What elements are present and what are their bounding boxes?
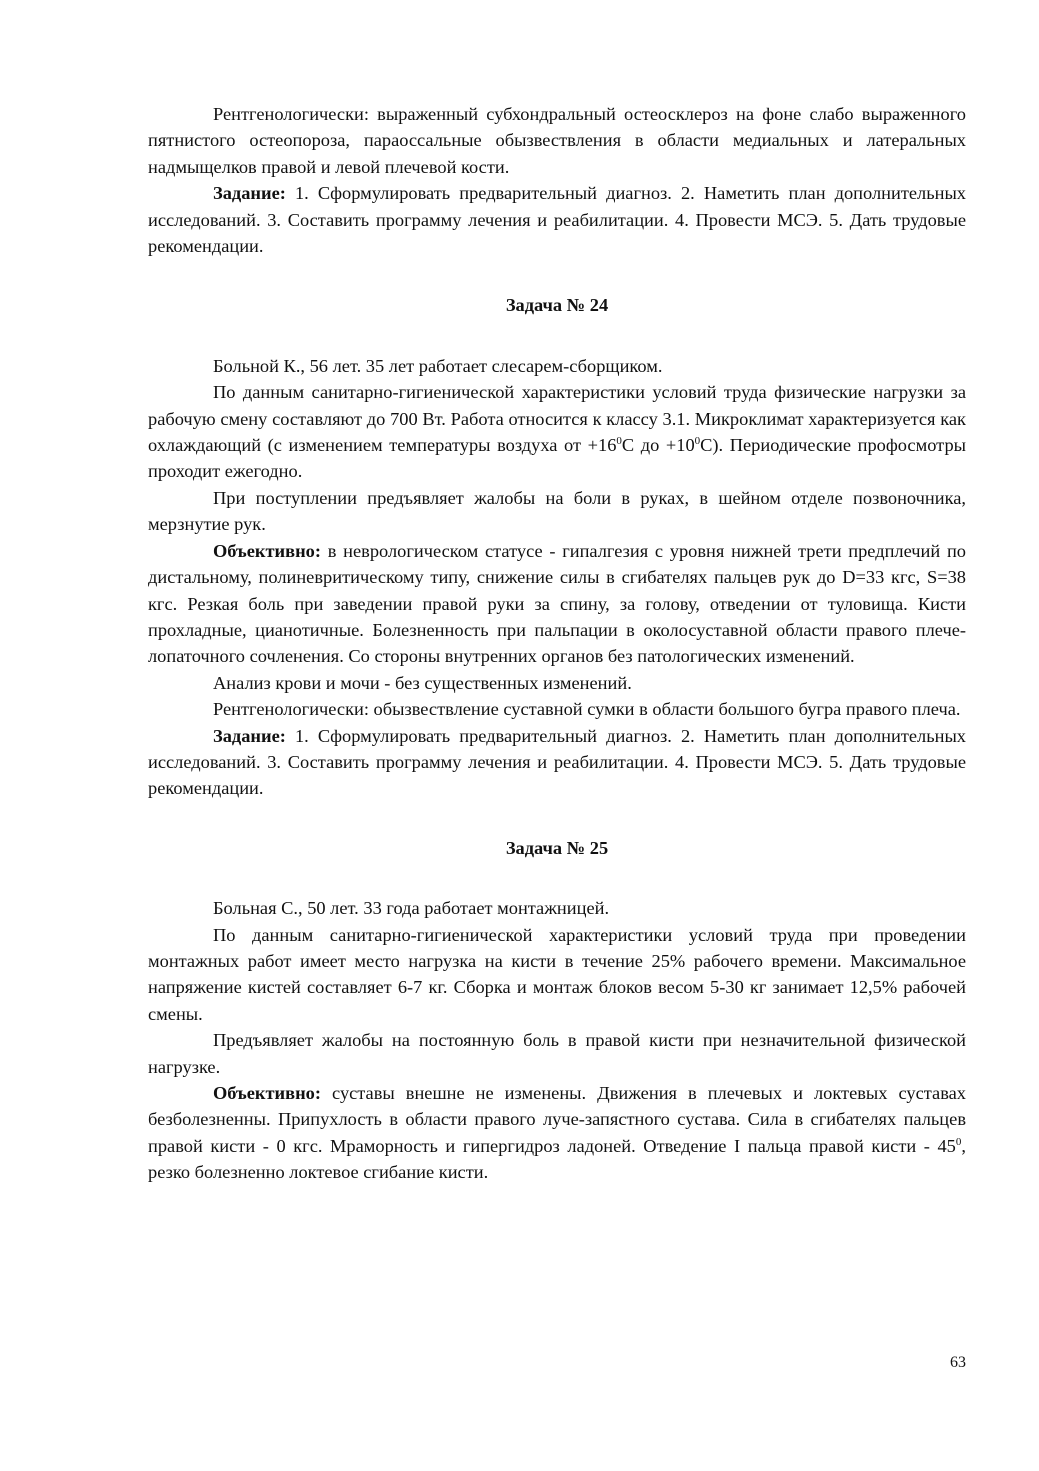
paragraph-conditions-25 <box>148 922 966 1028</box>
paragraph-text: Анализ крови и мочи - без существенных изменений. <box>213 672 632 693</box>
objective-label: Объективно: <box>213 1083 321 1103</box>
objective-text: суставы внешне не изменены. Движения в плечевых и локтевых суставах безболезненны. Припухлость в области правого луче-запястного сустава. Сила в сгибателях пальцев правой кисти - 0 кгс. Мраморность и гипергидроз ладоней. Отведение I пальца правой кисти - 45 <box>148 1083 966 1156</box>
paragraph-text: Предъявляет жалобы на постоянную боль в правой кисти при незначительной физической нагрузке. <box>148 1030 966 1077</box>
degree-superscript: 0 <box>955 1135 962 1148</box>
task-text: 1. Сформулировать предварительный диагноз. 2. Наметить план дополнительных исследований. 3. Составить программу лечения и реабилитации. 4. Провести МСЭ. 5. Дать трудовые рекомендации. <box>148 183 966 257</box>
paragraph-conditions-24 <box>148 379 966 485</box>
paragraph-analysis-24 <box>148 670 966 696</box>
paragraph-task-prev <box>148 180 966 259</box>
paragraph-text: С). Периодические профосмотры проходит ежегодно. <box>148 435 967 482</box>
paragraph-complaints-25 <box>148 1027 966 1080</box>
objective-text: в неврологическом статусе - гипалгезия с уровня нижней трети предплечий по дистальному, полиневритическому типу, снижение силы в сгибателях пальцев рук до D=33 кгс, S=38 кгс. Резкая боль при заведении правой руки за спину, за голову, отведении от туловища. Кисти прохладные, цианотичные. Болезненность при пальпации в околосуставной области правого плече-лопаточного сочленения. Со стороны внутренних органов без патологических изменений. <box>148 540 966 667</box>
paragraph-patient-24 <box>148 353 966 379</box>
task-label: Задание: <box>213 725 286 746</box>
paragraph-complaints-24 <box>148 485 966 538</box>
paragraph-text: Рентгенологически: обызвествление суставной сумки в области большого бугра правого плеча. <box>213 699 961 720</box>
task-label: Задание: <box>213 183 286 204</box>
page-number: 63 <box>950 1354 966 1371</box>
degree-superscript: 0 <box>616 435 622 448</box>
paragraph-objective-24 <box>148 538 966 670</box>
paragraph-task-24 <box>148 723 966 802</box>
objective-label: Объективно: <box>213 540 321 561</box>
paragraph-xray-prev <box>148 101 966 180</box>
paragraph-text: Рентгенологически: выраженный субхондральный остеосклероз на фоне слабо выраженного пятнистого остеопороза, параоссальные обызвествления в области медиальных и латеральных надмыщелков правой и левой плечевой кости. <box>148 104 966 177</box>
paragraph-text: Больная С., 50 лет. 33 года работает монтажницей. <box>213 898 610 919</box>
degree-superscript: 0 <box>694 435 701 448</box>
paragraph-text: По данным санитарно-гигиенической характеристики условий труда при проведении монтажных работ имеет место нагрузка на кисти в течение 25% рабочего времени. Максимальное напряжение кистей составляет 6-7 кг. Сборка и монтаж блоков весом 5-30 кг занимает 12,5% рабочей смены. <box>148 924 966 1024</box>
paragraph-text: При поступлении предъявляет жалобы на боли в руках, в шейном отделе позвоночника, мерзнутие рук. <box>148 487 966 535</box>
paragraph-text: С до +10 <box>621 435 695 456</box>
paragraph-patient-25 <box>148 895 966 921</box>
task-25-heading: Задача № 25 <box>505 837 609 858</box>
paragraph-objective-25 <box>148 1080 966 1186</box>
paragraph-text: Больной К., 56 лет. 35 лет работает слесарем-сборщиком. <box>213 355 663 376</box>
objective-text: , резко болезненно локтевое сгибание кисти. <box>148 1135 966 1183</box>
document-page <box>148 101 966 1186</box>
task-24-heading: Задача № 24 <box>505 295 609 316</box>
paragraph-xray-24 <box>148 696 966 722</box>
paragraph-text: По данным санитарно-гигиенической характеристики условий труда физические нагрузки за рабочую смену составляют до 700 Вт. Работа относится к классу 3.1. Микроклимат характеризуется как охлаждающий (с изменением температуры воздуха от +16 <box>148 382 966 456</box>
task-text: 1. Сформулировать предварительный диагноз. 2. Наметить план дополнительных исследований. 3. Составить программу лечения и реабилитации. 4. Провести МСЭ. 5. Дать трудовые рекомендации. <box>148 725 966 799</box>
